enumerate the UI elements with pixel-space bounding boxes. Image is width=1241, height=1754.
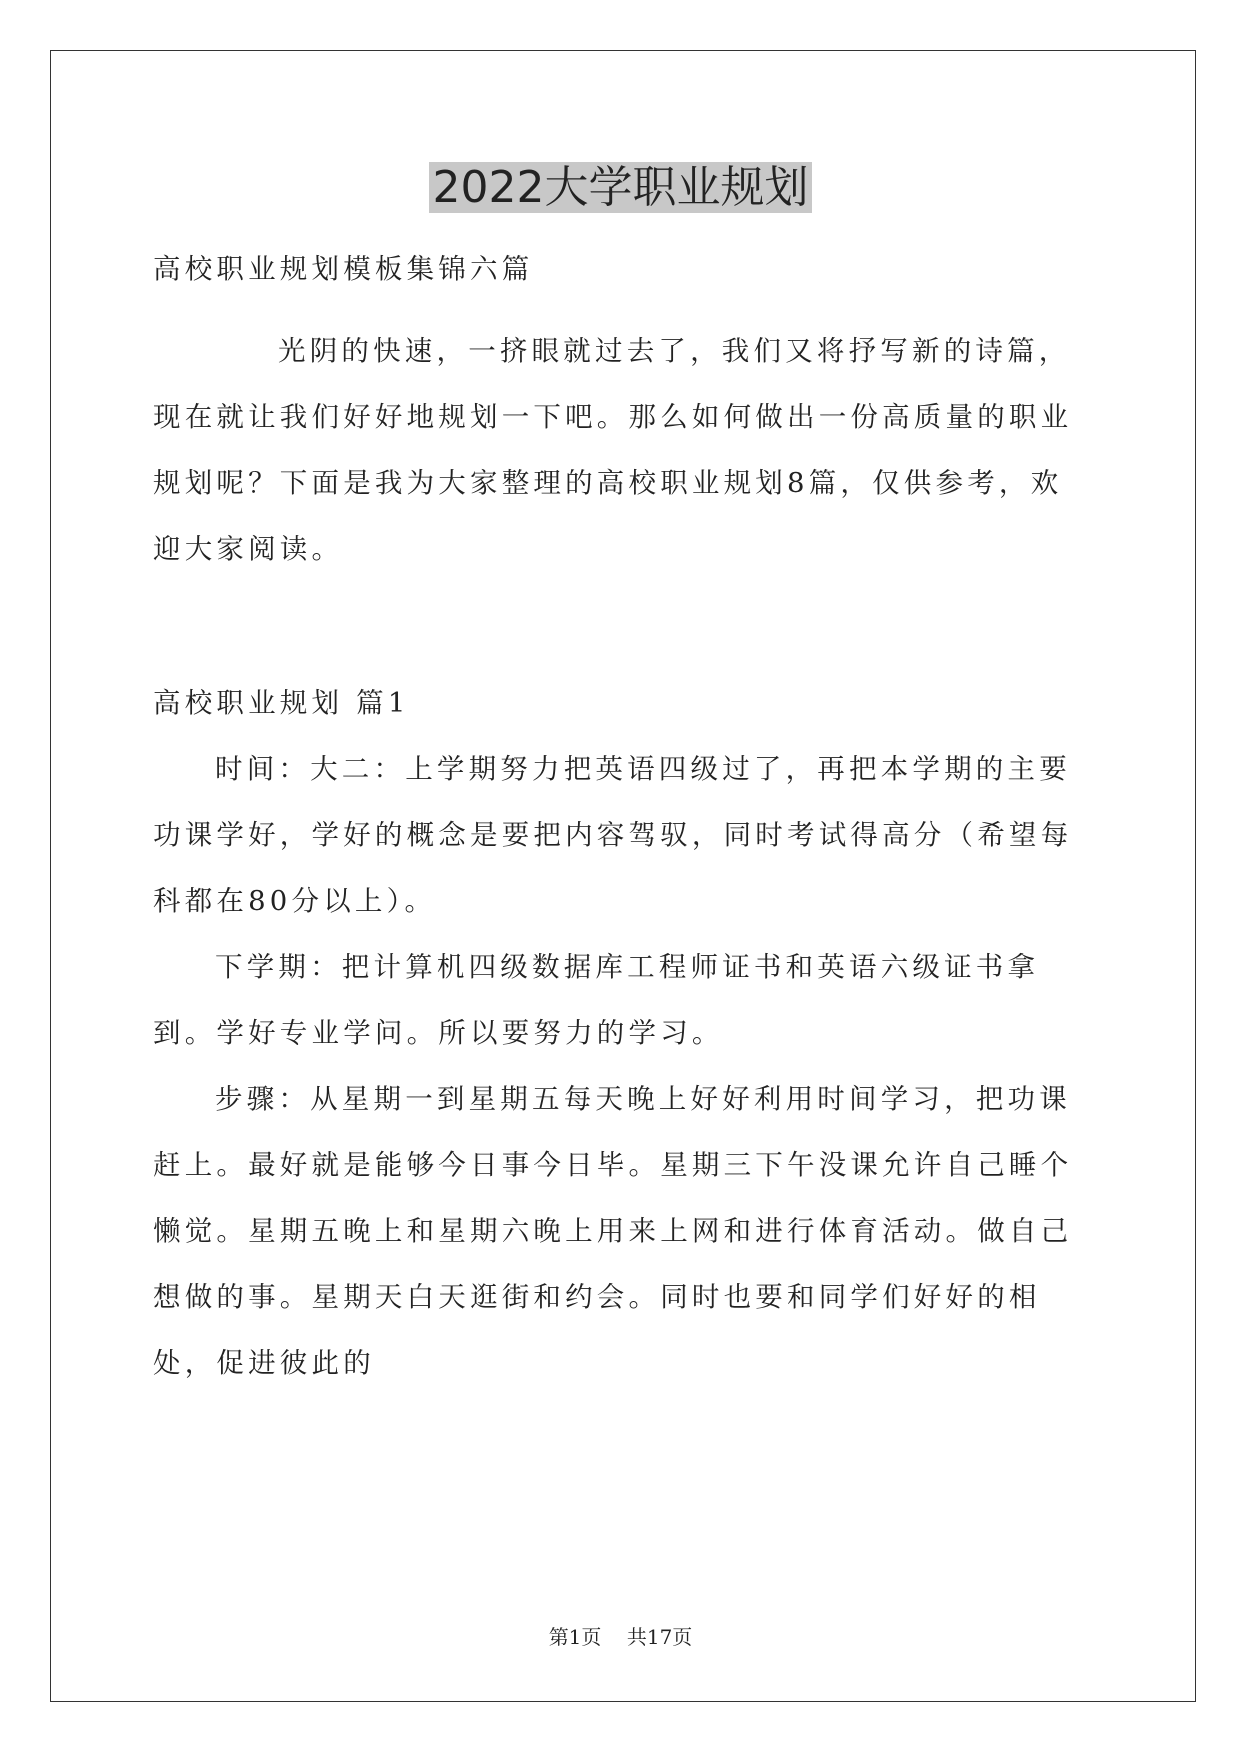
page-number: 第1页 [548, 1625, 602, 1649]
body-paragraph-3: 步骤：从星期一到星期五每天晚上好好利用时间学习，把功课赶上。最好就是能够今日事今日毕。星期三下午没课允许自己睡个懒觉。星期五晚上和星期六晚上用来上网和进行体育活动。做自己想做的事。星期天白天逛街和约会。同时也要和同学们好好的相处，促进彼此的 [153, 1083, 1073, 1379]
page-footer [0, 1625, 1241, 1649]
document-subtitle: 高校职业规划模板集锦六篇 [153, 253, 534, 285]
section-heading: 高校职业规划 篇1 [153, 687, 410, 719]
intro-paragraph: 光阴的快速，一挤眼就过去了，我们又将抒写新的诗篇，现在就让我们好好地规划一下吧。那么如何做出一份高质量的职业规划呢？下面是我为大家整理的高校职业规划8篇，仅供参考，欢迎大家阅读。 [153, 335, 1073, 565]
page-total: 共17页 [626, 1625, 693, 1649]
document-title-text: 2022大学职业规划 [429, 162, 813, 213]
body-paragraph-1: 时间：大二：上学期努力把英语四级过了，再把本学期的主要功课学好，学好的概念是要把内容驾驭，同时考试得高分（希望每科都在80分以上）。 [153, 753, 1073, 917]
body-paragraph-2: 下学期：把计算机四级数据库工程师证书和英语六级证书拿到。学好专业学问。所以要努力的学习。 [153, 951, 1040, 1049]
document-title [0, 160, 1241, 216]
document-body [153, 236, 1093, 1396]
